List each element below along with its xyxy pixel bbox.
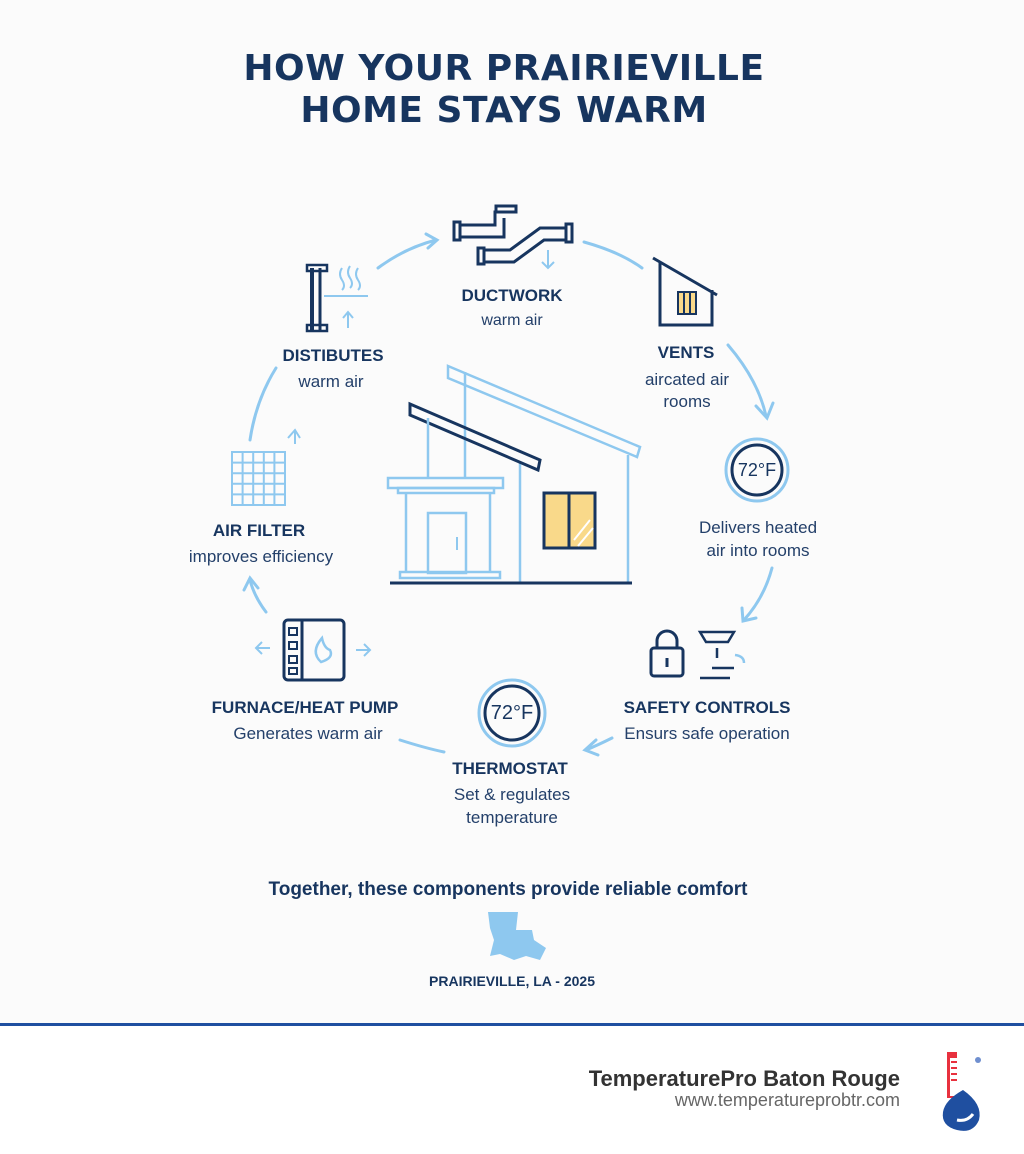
arrow-vents-to-thermo — [728, 345, 766, 416]
arrow-thermostat-to-furnace — [400, 740, 444, 752]
thermostat-text-1: Set & regulates — [453, 785, 571, 804]
lock-icon — [651, 631, 683, 676]
distributes-text: warm air — [298, 372, 364, 391]
safety-heading: SAFETY CONTROLS — [623, 698, 791, 717]
title-line-2: HOME STAYS WARM — [300, 90, 708, 131]
thermometer-logo-icon — [935, 1050, 990, 1135]
arrow-delivers-to-safety — [744, 568, 772, 620]
brand-url[interactable]: www.temperatureprobtr.com — [674, 1090, 900, 1110]
arrow-furnace-to-filter — [250, 580, 266, 612]
down-arrow-icon — [542, 250, 554, 268]
ductwork-text: warm air — [481, 312, 543, 329]
arrow-ductwork-to-vents — [584, 242, 642, 268]
delivers-text-2: air into rooms — [706, 541, 810, 560]
furnace-heading: FURNACE/HEAT PUMP — [211, 698, 399, 717]
furnace-text: Generates warm air — [233, 724, 383, 743]
flame-icon — [316, 638, 331, 662]
vents-text-1: aircated air — [644, 370, 730, 389]
air-filter-text: improves efficiency — [188, 547, 334, 566]
louisiana-map-icon — [488, 912, 546, 960]
air-filter-heading: AIR FILTER — [212, 521, 306, 540]
safety-text: Ensurs safe operation — [624, 724, 790, 743]
thermostat-text-2: temperature — [466, 808, 558, 827]
location-label: PRAIRIEVILLE, LA - 2025 — [429, 973, 595, 989]
delivers-thermostat-reading: 72°F — [737, 460, 777, 480]
up-arrow-icon — [288, 430, 300, 444]
distributes-heading: DISTIBUTES — [282, 346, 384, 365]
vents-heading: VENTS — [657, 343, 715, 362]
summary-text: Together, these components provide reliable comfort — [268, 879, 748, 900]
furnace-icon — [256, 620, 370, 680]
delivers-text-1: Delivers heated — [698, 518, 818, 537]
vents-house-icon — [653, 258, 717, 325]
ductwork-heading: DUCTWORK — [461, 286, 563, 305]
distributes-icon — [307, 265, 368, 331]
ductwork-icon — [454, 206, 572, 264]
arrow-distributes-to-ductwork — [378, 240, 436, 268]
arrow-filter-to-distributes — [250, 368, 276, 440]
thermostat-heading: THERMOSTAT — [452, 759, 568, 778]
smoke-detector-icon — [700, 632, 744, 678]
vents-text-2: rooms — [663, 392, 711, 411]
thermostat-reading: 72°F — [490, 702, 534, 724]
brand-name: TemperaturePro Baton Rouge — [588, 1066, 900, 1091]
house-illustration — [388, 366, 640, 583]
air-filter-icon — [232, 452, 285, 505]
title-line-1: HOW YOUR PRAIRIEVILLE — [243, 48, 765, 89]
